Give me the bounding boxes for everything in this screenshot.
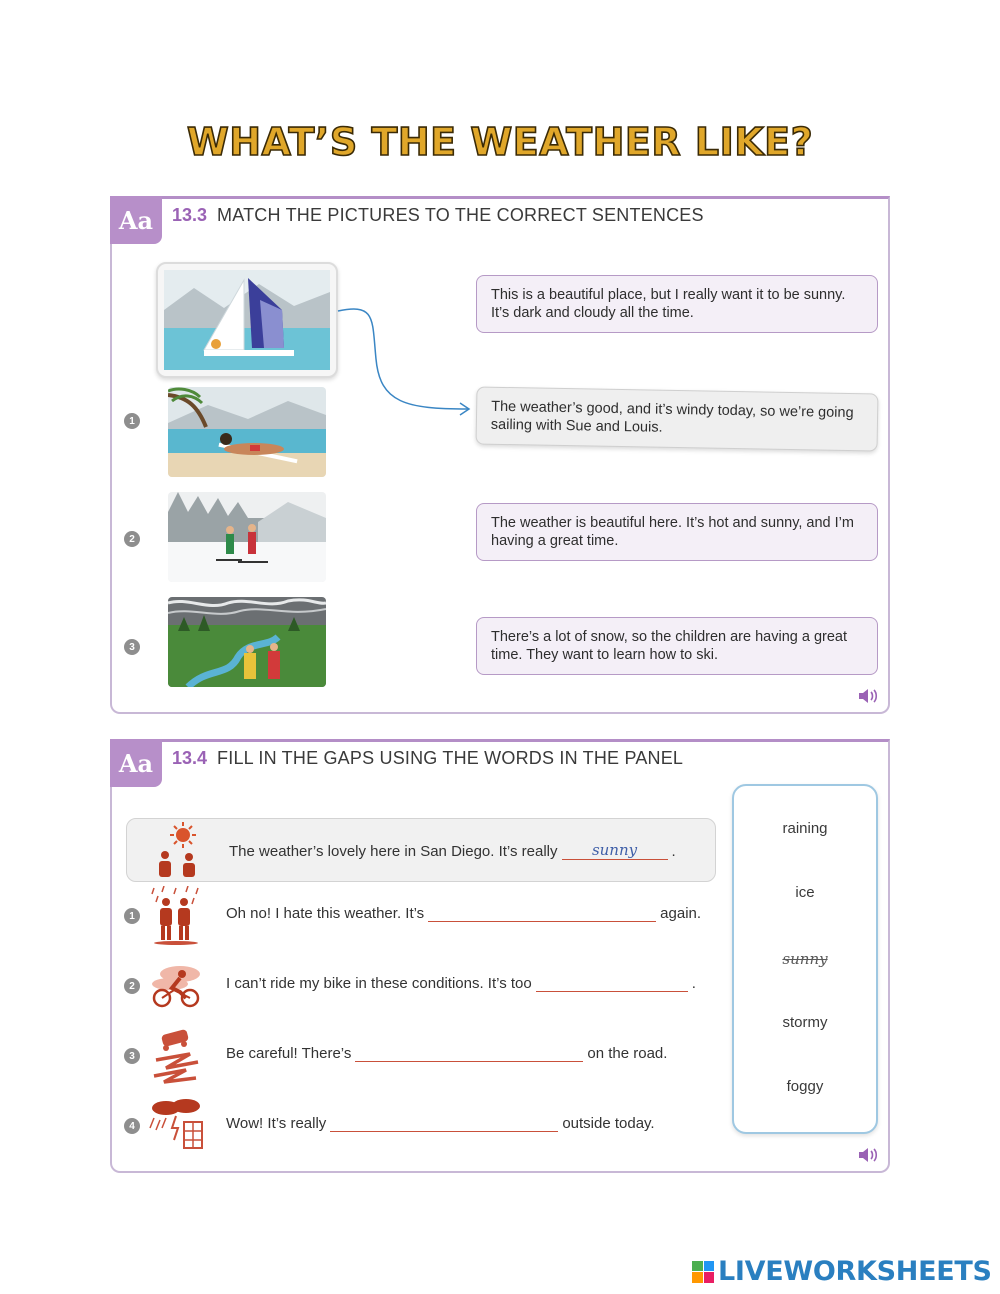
- skiing-image: [168, 492, 326, 582]
- icy-road-car-icon: [146, 1026, 206, 1086]
- exercise-number: 13.4: [172, 748, 208, 768]
- panel-word[interactable]: stormy: [782, 1014, 828, 1031]
- sun-people-icon: [147, 821, 207, 881]
- rain-people-icon: [146, 886, 206, 946]
- exercise-fill-gaps: [110, 739, 890, 1173]
- sentence-card[interactable]: The weather is beautiful here. It’s hot and sunny, and I’m having a great time.: [476, 503, 878, 561]
- audio-icon[interactable]: [858, 1147, 878, 1163]
- sentence-start: Oh no! I hate this weather. It’s: [226, 905, 425, 922]
- foggy-cyclist-icon: [146, 958, 206, 1018]
- exercise-header: [172, 748, 683, 769]
- picture-hiking-cloudy[interactable]: [168, 597, 326, 687]
- exercise-match-pictures: [110, 196, 890, 714]
- cloudy-hike-image: [168, 597, 326, 687]
- sentence-start: Be careful! There’s: [226, 1045, 352, 1062]
- page-title: WHAT’S THE WEATHER LIKE?: [186, 120, 814, 164]
- panel-word-used: sunny: [782, 950, 828, 968]
- gap-sentence: [226, 1044, 667, 1062]
- storm-icon: [146, 1096, 206, 1156]
- picture-sailing[interactable]: [156, 262, 338, 378]
- audio-icon[interactable]: [858, 688, 878, 704]
- sentence-end: .: [691, 975, 696, 992]
- sentence-start: Wow! It’s really: [226, 1115, 327, 1132]
- liveworksheets-logo[interactable]: [692, 1256, 992, 1287]
- answer-gap[interactable]: [330, 1114, 558, 1132]
- sentence-end: .: [671, 843, 676, 860]
- answer-gap[interactable]: [428, 904, 656, 922]
- sentence-card-example: The weather’s good, and it’s windy today, so we’re going sailing with Sue and Louis.: [476, 386, 879, 451]
- sentence-card[interactable]: There’s a lot of snow, so the children are having a great time. They want to learn how to ski.: [476, 617, 878, 675]
- item-number: 4: [124, 1118, 140, 1134]
- sentence-start: I can’t ride my bike in these conditions. It’s too: [226, 975, 532, 992]
- logo-squares-icon: [692, 1261, 714, 1283]
- sailing-image: [164, 270, 330, 370]
- item-number: 1: [124, 908, 140, 924]
- gap-sentence: [226, 1114, 655, 1132]
- sentence-card[interactable]: This is a beautiful place, but I really want it to be sunny. It’s dark and cloudy all the time.: [476, 275, 878, 333]
- vocabulary-badge: Aa: [110, 196, 162, 244]
- sentence-end: outside today.: [562, 1115, 655, 1132]
- answer-gap[interactable]: [355, 1044, 583, 1062]
- beach-image: [168, 387, 326, 477]
- vocabulary-badge: Aa: [110, 739, 162, 787]
- sentence-end: again.: [660, 905, 702, 922]
- word-panel: [732, 784, 878, 1134]
- panel-word[interactable]: foggy: [786, 1078, 824, 1095]
- example-row: [126, 818, 716, 882]
- sentence-start: The weather’s lovely here in San Diego. It’s really: [229, 843, 558, 860]
- panel-word[interactable]: raining: [782, 820, 828, 837]
- exercise-title: FILL IN THE GAPS USING THE WORDS IN THE PANEL: [217, 748, 684, 768]
- picture-skiing[interactable]: [168, 492, 326, 582]
- example-sentence: [229, 841, 676, 860]
- exercise-title: MATCH THE PICTURES TO THE CORRECT SENTENCES: [217, 205, 704, 225]
- logo-text: LIVEWORKSHEETS: [718, 1256, 992, 1287]
- sentence-end: on the road.: [587, 1045, 668, 1062]
- exercise-header: [172, 205, 704, 226]
- exercise-number: 13.3: [172, 205, 208, 225]
- match-arrow: [336, 299, 476, 419]
- panel-word[interactable]: ice: [795, 884, 815, 901]
- item-number: 2: [124, 978, 140, 994]
- answer-gap[interactable]: [536, 974, 688, 992]
- picture-beach[interactable]: [168, 387, 326, 477]
- item-number: 3: [124, 1048, 140, 1064]
- item-number: 1: [124, 413, 140, 429]
- gap-sentence: [226, 904, 701, 922]
- gap-sentence: [226, 974, 696, 992]
- item-number: 3: [124, 639, 140, 655]
- item-number: 2: [124, 531, 140, 547]
- example-answer: sunny: [562, 841, 668, 860]
